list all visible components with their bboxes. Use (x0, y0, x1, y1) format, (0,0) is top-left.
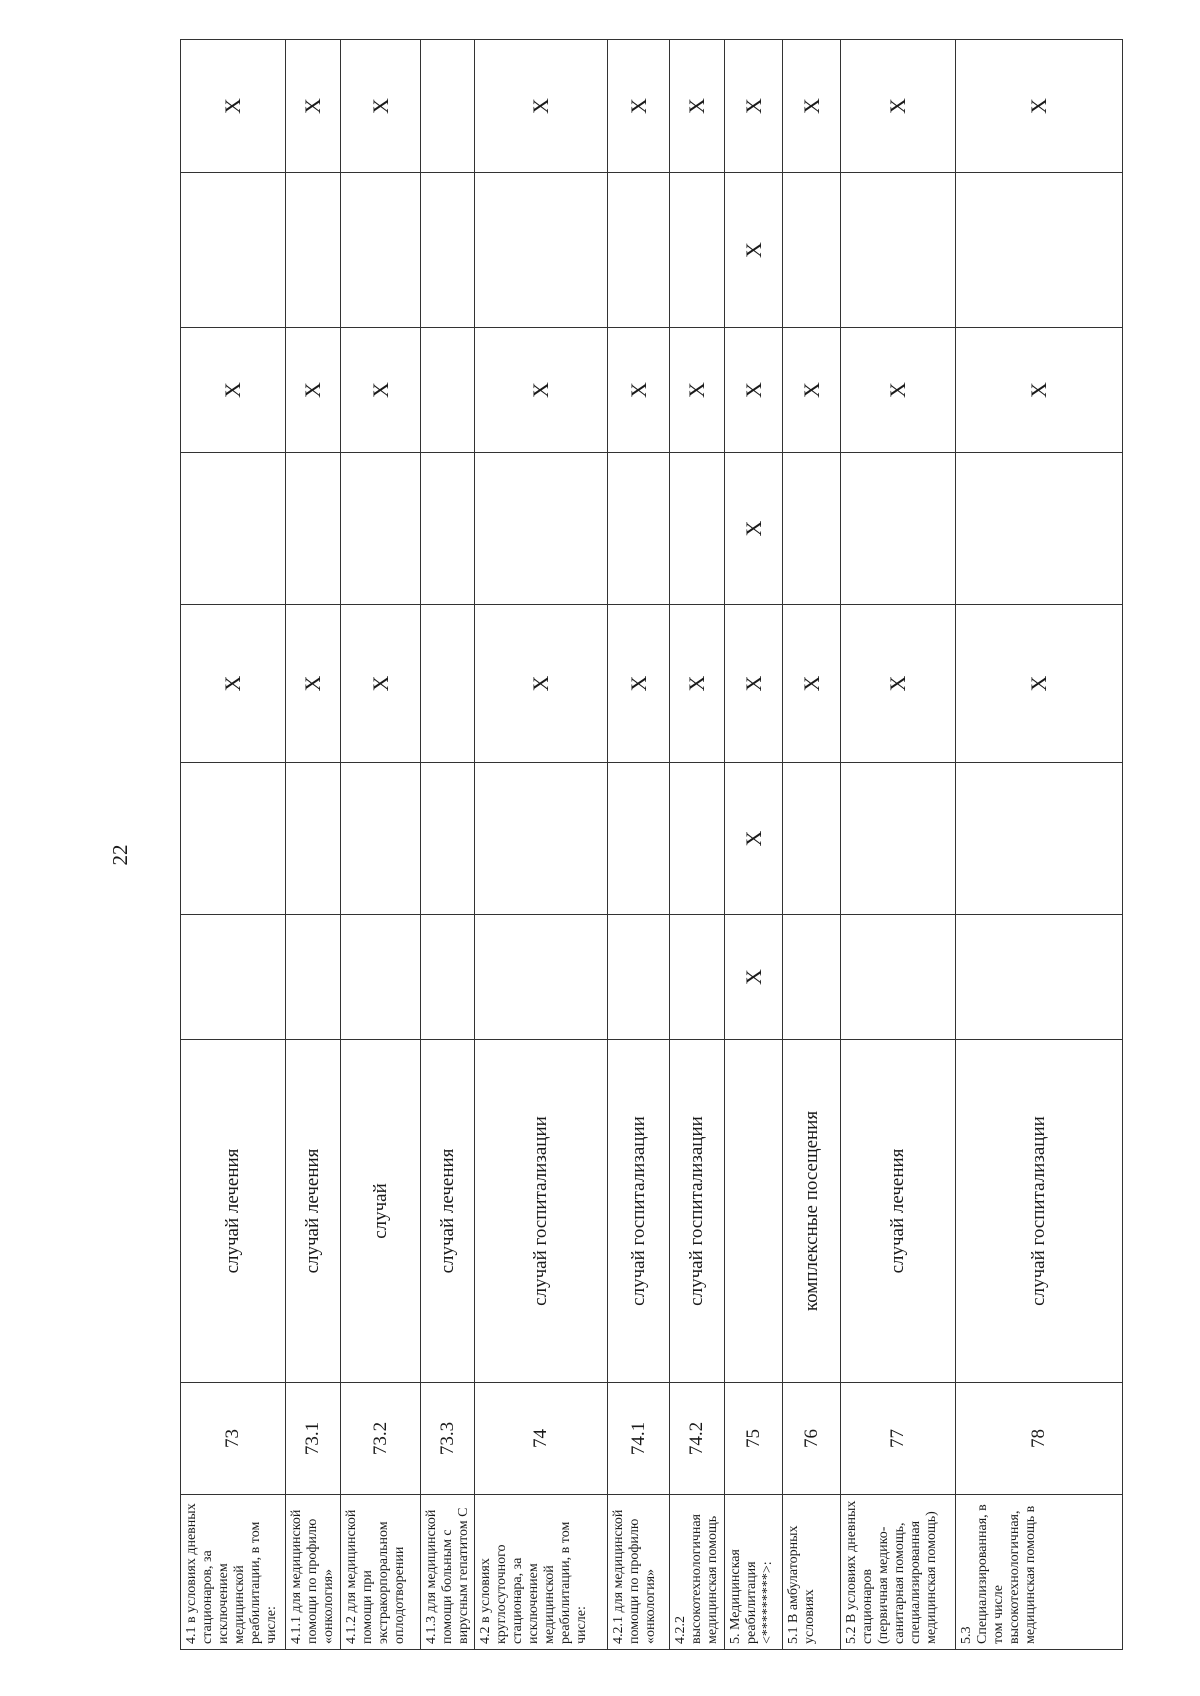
value-cell: X (841, 40, 956, 173)
row-number-cell: 74.2 (670, 1383, 725, 1495)
value-cell: X (475, 328, 608, 453)
value-cell (341, 173, 421, 328)
unit-cell: случай (341, 1040, 421, 1383)
row-number-cell: 74 (475, 1383, 608, 1495)
row-number-cell: 73.1 (286, 1383, 341, 1495)
table-row (608, 40, 670, 1650)
value-cell (783, 453, 841, 605)
value-cell (181, 453, 286, 605)
value-cell (421, 453, 475, 605)
row-label-cell: 5. Медицинская реабилитация <*********>: (725, 1495, 783, 1650)
value-cell (341, 453, 421, 605)
row-number-cell: 73.2 (341, 1383, 421, 1495)
row-number-cell: 73.3 (421, 1383, 475, 1495)
value-cell: X (341, 40, 421, 173)
unit-cell (725, 1040, 783, 1383)
value-cell (475, 453, 608, 605)
row-label-cell: 5.3 Специализированная, в том числе высокотехнологичная, медицинская помощь в (956, 1495, 1123, 1650)
value-cell: X (670, 40, 725, 173)
value-cell (783, 173, 841, 328)
value-cell: X (608, 328, 670, 453)
value-cell (181, 763, 286, 915)
table-row (725, 40, 783, 1650)
value-cell (783, 763, 841, 915)
value-cell: X (783, 605, 841, 763)
row-label-cell: 5.2 В условиях дневных стационаров (первичная медико-санитарная помощь, специализированная медицинская помощь) (841, 1495, 956, 1650)
table-row (286, 40, 341, 1650)
value-cell: X (841, 328, 956, 453)
page-number: 22 (108, 844, 132, 866)
value-cell (286, 173, 341, 328)
value-cell: X (475, 40, 608, 173)
value-cell (956, 915, 1123, 1040)
value-cell: X (725, 328, 783, 453)
value-cell (956, 173, 1123, 328)
value-cell: X (181, 328, 286, 453)
table-row (783, 40, 841, 1650)
value-cell (608, 763, 670, 915)
value-cell: X (181, 40, 286, 173)
unit-cell: случай лечения (841, 1040, 956, 1383)
value-cell (841, 173, 956, 328)
value-cell (475, 763, 608, 915)
row-number-cell: 75 (725, 1383, 783, 1495)
value-cell: X (670, 328, 725, 453)
value-cell (608, 173, 670, 328)
value-cell: X (725, 453, 783, 605)
value-cell: X (286, 605, 341, 763)
table-row (956, 40, 1123, 1650)
value-cell (421, 605, 475, 763)
value-cell (421, 328, 475, 453)
value-cell (608, 915, 670, 1040)
value-cell (670, 173, 725, 328)
value-cell: X (608, 40, 670, 173)
table-row (341, 40, 421, 1650)
unit-cell: комплексные посещения (783, 1040, 841, 1383)
value-cell: X (608, 605, 670, 763)
row-label-cell: 4.2 в условиях круглосуточного стационара, за исключением медицинской реабилитации, в том числе: (475, 1495, 608, 1650)
value-cell: X (725, 40, 783, 173)
row-number-cell: 77 (841, 1383, 956, 1495)
value-cell (608, 453, 670, 605)
value-cell: X (956, 40, 1123, 173)
value-cell (421, 915, 475, 1040)
value-cell (421, 763, 475, 915)
table-row (421, 40, 475, 1650)
table-row (841, 40, 956, 1650)
unit-cell: случай лечения (181, 1040, 286, 1383)
unit-cell: случай госпитализации (956, 1040, 1123, 1383)
value-cell: X (286, 328, 341, 453)
unit-cell: случай лечения (286, 1040, 341, 1383)
row-label-cell: 4.1.2 для медицинской помощи при экстракорпоральном оплодотворении (341, 1495, 421, 1650)
value-cell: X (956, 328, 1123, 453)
value-cell (841, 453, 956, 605)
row-label-cell: 4.1 в условиях дневных стационаров, за исключением медицинской реабилитации, в том числе: (181, 1495, 286, 1650)
unit-cell: случай госпитализации (475, 1040, 608, 1383)
value-cell: X (783, 40, 841, 173)
value-cell (181, 173, 286, 328)
row-label-cell: 4.1.3 для медицинской помощи больным с вирусным гепатитом С (421, 1495, 475, 1650)
value-cell: X (286, 40, 341, 173)
value-cell (421, 173, 475, 328)
value-cell (341, 915, 421, 1040)
value-cell: X (181, 605, 286, 763)
data-table (180, 39, 1123, 1650)
value-cell: X (725, 915, 783, 1040)
value-cell (841, 763, 956, 915)
unit-cell: случай госпитализации (608, 1040, 670, 1383)
value-cell: X (475, 605, 608, 763)
unit-cell: случай госпитализации (670, 1040, 725, 1383)
table-row (475, 40, 608, 1650)
row-number-cell: 78 (956, 1383, 1123, 1495)
value-cell (670, 763, 725, 915)
value-cell (783, 915, 841, 1040)
row-label-cell: 4.2.2 высокотехнологичная медицинская помощь (670, 1495, 725, 1650)
row-label-cell: 4.2.1 для медицинской помощи по профилю «онкология» (608, 1495, 670, 1650)
value-cell (475, 173, 608, 328)
value-cell: X (783, 328, 841, 453)
value-cell: X (341, 605, 421, 763)
value-cell: X (725, 173, 783, 328)
row-number-cell: 76 (783, 1383, 841, 1495)
row-label-cell: 5.1 В амбулаторных условиях (783, 1495, 841, 1650)
table-row (670, 40, 725, 1650)
unit-cell: случай лечения (421, 1040, 475, 1383)
value-cell: X (670, 605, 725, 763)
value-cell: X (725, 605, 783, 763)
value-cell (341, 763, 421, 915)
row-number-cell: 73 (181, 1383, 286, 1495)
value-cell (956, 763, 1123, 915)
rotated-table-container (180, 40, 1120, 1650)
value-cell (670, 453, 725, 605)
value-cell (475, 915, 608, 1040)
value-cell (181, 915, 286, 1040)
value-cell: X (956, 605, 1123, 763)
value-cell (286, 453, 341, 605)
value-cell (421, 40, 475, 173)
value-cell (670, 915, 725, 1040)
value-cell: X (725, 763, 783, 915)
row-number-cell: 74.1 (608, 1383, 670, 1495)
value-cell (956, 453, 1123, 605)
value-cell: X (341, 328, 421, 453)
value-cell (841, 915, 956, 1040)
row-label-cell: 4.1.1 для медицинской помощи по профилю «онкология» (286, 1495, 341, 1650)
table-row (181, 40, 286, 1650)
value-cell (286, 763, 341, 915)
value-cell (286, 915, 341, 1040)
value-cell: X (841, 605, 956, 763)
